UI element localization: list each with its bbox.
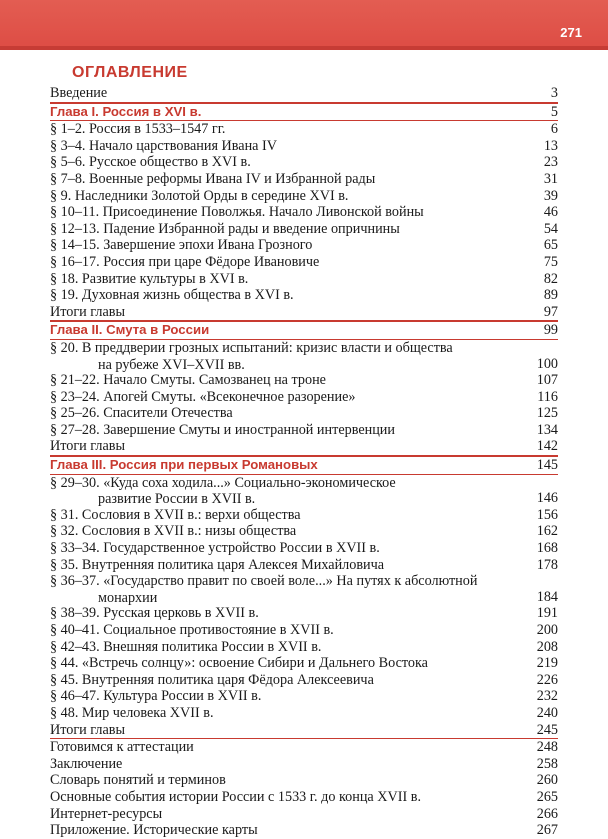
toc-row	[50, 372, 558, 389]
toc-entry-text	[50, 104, 532, 121]
toc-entry-text	[50, 806, 532, 823]
toc-entry-title: § 32. Сословия в XVII в.: низы общества	[50, 523, 297, 540]
toc-row	[50, 605, 558, 622]
toc-entry-page: 31	[543, 170, 558, 187]
toc-chapter-row	[50, 456, 558, 475]
toc-entry-title: § 20. В преддверии грозных испытаний: кризис власти и общества	[50, 339, 453, 356]
toc-entry-text	[50, 422, 532, 439]
toc-entry-page: 219	[536, 655, 558, 672]
toc-entry-title: Глава I. Россия в XVI в.	[50, 103, 202, 119]
toc-entry-text	[50, 237, 532, 254]
page-number: 271	[560, 25, 582, 40]
toc-entry-title: § 38–39. Русская церковь в XVII в.	[50, 605, 259, 622]
toc-entry-page: 99	[543, 322, 558, 339]
toc-entry-title: § 25–26. Спасители Отечества	[50, 405, 233, 422]
toc-entry-page: 267	[536, 822, 558, 839]
toc-entry-page: 142	[536, 438, 558, 455]
toc-entry-title: Глава III. Россия при первых Романовых	[50, 457, 318, 473]
toc-row	[50, 655, 558, 672]
toc-row	[50, 573, 558, 605]
toc-entry-title: § 45. Внутренняя политика царя Фёдора Алексеевича	[50, 671, 374, 688]
toc-entry-page: 184	[536, 588, 558, 605]
toc-entry-page: 146	[536, 490, 558, 507]
toc-entry-text	[50, 405, 532, 422]
toc-entry-text	[50, 188, 532, 205]
toc-chapter-row	[50, 321, 558, 340]
toc-entry-text	[50, 573, 532, 606]
toc-entry-page: 82	[543, 270, 558, 287]
toc-row	[50, 688, 558, 705]
toc-entry-title: § 44. «Встречь солнцу»: освоение Сибири и Дальнего Востока	[50, 655, 428, 672]
toc-entry-text	[50, 540, 532, 557]
toc-row	[50, 121, 558, 138]
toc-entry-text	[50, 672, 532, 689]
toc-entry-title: § 7–8. Военные реформы Ивана IV и Избранной рады	[50, 170, 376, 187]
toc-entry-text	[50, 304, 532, 321]
toc-row	[50, 672, 558, 689]
toc-entry-page: 75	[543, 253, 558, 270]
toc-entry-text	[50, 622, 532, 639]
toc-entry-text	[50, 322, 532, 339]
toc-row	[50, 756, 558, 773]
toc-row	[50, 287, 558, 304]
toc-entry-text	[50, 138, 532, 155]
toc-row	[50, 340, 558, 372]
table-of-contents	[50, 85, 558, 839]
toc-entry-page: 168	[536, 540, 558, 557]
toc-entry-title: Введение	[50, 85, 108, 101]
toc-entry-title: § 18. Развитие культуры в XVI в.	[50, 270, 249, 287]
toc-entry-text	[50, 85, 532, 102]
toc-entry-title: § 46–47. Культура России в XVII в.	[50, 688, 262, 705]
toc-row	[50, 622, 558, 639]
toc-entry-page: 65	[543, 237, 558, 254]
toc-entry-title: Итоги главы	[50, 438, 126, 455]
toc-entry-page: 248	[536, 739, 558, 756]
toc-chapter-row	[50, 103, 558, 122]
toc-row	[50, 507, 558, 524]
toc-entry-text	[50, 154, 532, 171]
toc-entry-title: § 14–15. Завершение эпохи Ивана Грозного	[50, 237, 313, 254]
toc-entry-page: 116	[537, 388, 558, 405]
toc-row	[50, 557, 558, 574]
toc-entry-page: 134	[536, 421, 558, 438]
toc-entry-text	[50, 389, 532, 406]
toc-entry-page: 232	[536, 688, 558, 705]
toc-row	[50, 204, 558, 221]
toc-entry-text	[50, 204, 532, 221]
toc-entry-text	[50, 688, 532, 705]
toc-row	[50, 188, 558, 205]
toc-entry-title: Итоги главы	[50, 721, 126, 738]
toc-entry-text	[50, 372, 532, 389]
toc-entry-title: § 23–24. Апогей Смуты. «Всеконечное разорение»	[50, 388, 356, 405]
toc-entry-text	[50, 772, 532, 789]
toc-entry-title: § 19. Духовная жизнь общества в XVI в.	[50, 287, 294, 304]
toc-entry-page: 258	[536, 755, 558, 772]
toc-entry-text	[50, 340, 532, 373]
toc-row	[50, 822, 558, 839]
toc-entry-title: Итоги главы	[50, 303, 126, 320]
toc-entry-text	[50, 705, 532, 722]
toc-entry-page: 208	[536, 638, 558, 655]
toc-entry-page: 162	[536, 523, 558, 540]
toc-entry-page: 13	[543, 137, 558, 154]
toc-row	[50, 422, 558, 439]
toc-entry-page: 107	[536, 372, 558, 389]
toc-row	[50, 254, 558, 271]
toc-entry-page: 178	[536, 556, 558, 573]
toc-row	[50, 304, 558, 322]
toc-entry-text	[50, 822, 532, 839]
toc-entry-text	[50, 271, 532, 288]
toc-entry-page: 6	[550, 121, 558, 138]
toc-entry-page: 89	[543, 287, 558, 304]
toc-entry-text	[50, 605, 532, 622]
toc-entry-title: Словарь понятий и терминов	[50, 772, 226, 789]
toc-entry-page: 265	[536, 788, 558, 805]
toc-entry-text	[50, 507, 532, 524]
toc-entry-title: § 29–30. «Куда соха ходила...» Социально-экономическое	[50, 474, 396, 491]
toc-row	[50, 405, 558, 422]
toc-entry-title: § 40–41. Социальное противостояние в XVII в.	[50, 622, 334, 638]
toc-entry-title-continued: монархии	[98, 589, 158, 606]
toc-entry-title: § 9. Наследники Золотой Орды в середине XVI в.	[50, 187, 349, 204]
toc-entry-title: Готовимся к аттестации	[50, 739, 194, 756]
toc-entry-text	[50, 221, 532, 238]
toc-entry-page: 191	[536, 605, 558, 622]
toc-entry-text	[50, 639, 532, 656]
toc-row	[50, 639, 558, 656]
toc-entry-title: § 48. Мир человека XVII в.	[50, 704, 214, 721]
toc-entry-title: § 27–28. Завершение Смуты и иностранной интервенции	[50, 421, 395, 438]
toc-entry-title: § 3–4. Начало царствования Ивана IV	[50, 137, 277, 154]
toc-entry-title: § 42–43. Внешняя политика России в XVII в.	[50, 638, 322, 655]
toc-entry-title: Приложение. Исторические карты	[50, 822, 258, 839]
toc-entry-title: § 31. Сословия в XVII в.: верхи общества	[50, 506, 301, 523]
toc-entry-page: 54	[543, 220, 558, 237]
toc-entry-page: 260	[536, 772, 558, 789]
toc-row	[50, 438, 558, 456]
toc-row	[50, 722, 558, 739]
toc-entry-page: 46	[543, 204, 558, 221]
toc-entry-title: § 16–17. Россия при царе Фёдоре Ивановиче	[50, 253, 320, 270]
toc-row	[50, 271, 558, 288]
toc-entry-text	[50, 655, 532, 672]
toc-entry-text	[50, 557, 532, 574]
toc-entry-text	[50, 523, 532, 540]
toc-entry-title: § 10–11. Присоединение Поволжья. Начало Ливонской войны	[50, 204, 424, 221]
toc-row	[50, 540, 558, 557]
toc-entry-text	[50, 287, 532, 304]
toc-entry-page: 240	[536, 704, 558, 721]
toc-entry-title: Глава II. Смута в России	[50, 322, 210, 338]
toc-entry-title: § 12–13. Падение Избранной рады и введение опричнины	[50, 220, 400, 237]
toc-entry-page: 3	[550, 85, 558, 101]
toc-entry-text	[50, 789, 532, 806]
toc-row	[50, 389, 558, 406]
toc-entry-title: § 35. Внутренняя политика царя Алексея Михайловича	[50, 556, 385, 573]
toc-entry-page: 39	[543, 187, 558, 204]
toc-entry-text	[50, 722, 532, 739]
toc-entry-text	[50, 756, 532, 773]
toc-entry-text	[50, 171, 532, 188]
toc-row	[50, 789, 558, 806]
toc-entry-title: Заключение	[50, 755, 123, 772]
toc-row	[50, 138, 558, 155]
toc-entry-page: 23	[543, 154, 558, 171]
toc-entry-title: § 5–6. Русское общество в XVI в.	[50, 154, 251, 171]
toc-entry-page: 97	[543, 303, 558, 320]
toc-entry-title: Основные события истории России с 1533 г. до конца XVII в.	[50, 788, 421, 805]
toc-entry-page: 200	[536, 622, 558, 638]
toc-entry-text	[50, 438, 532, 455]
toc-row	[50, 523, 558, 540]
toc-entry-title: § 33–34. Государственное устройство России в XVII в.	[50, 540, 380, 557]
toc-row	[50, 221, 558, 238]
toc-row	[50, 705, 558, 722]
toc-entry-text	[50, 121, 532, 138]
toc-row	[50, 475, 558, 507]
toc-row	[50, 85, 558, 103]
toc-row	[50, 772, 558, 789]
toc-entry-title: § 21–22. Начало Смуты. Самозванец на троне	[50, 372, 326, 389]
toc-title: ОГЛАВЛЕНИЕ	[72, 64, 188, 81]
toc-entry-text	[50, 457, 532, 474]
toc-entry-page: 5	[550, 103, 558, 120]
toc-entry-page: 156	[536, 506, 558, 523]
toc-entry-page: 226	[536, 671, 558, 688]
toc-row	[50, 806, 558, 823]
toc-entry-title: § 36–37. «Государство правит по своей воле...» На путях к абсолютной	[50, 573, 478, 590]
toc-entry-text	[50, 475, 532, 508]
toc-entry-text	[50, 254, 532, 271]
toc-entry-page: 100	[536, 355, 558, 372]
toc-entry-page: 245	[536, 721, 558, 738]
toc-entry-text	[50, 739, 532, 756]
toc-row	[50, 237, 558, 254]
toc-entry-title-continued: на рубеже XVI–XVII вв.	[98, 356, 245, 373]
toc-entry-page: 266	[536, 805, 558, 822]
toc-row	[50, 738, 558, 756]
toc-entry-page: 145	[536, 457, 558, 474]
toc-entry-page: 125	[536, 405, 558, 422]
toc-entry-title: Интернет-ресурсы	[50, 805, 163, 822]
toc-row	[50, 154, 558, 171]
toc-entry-title-continued: развитие России в XVII в.	[98, 491, 256, 508]
toc-entry-title: § 1–2. Россия в 1533–1547 гг.	[50, 121, 226, 138]
header-band	[0, 0, 608, 50]
toc-row	[50, 171, 558, 188]
